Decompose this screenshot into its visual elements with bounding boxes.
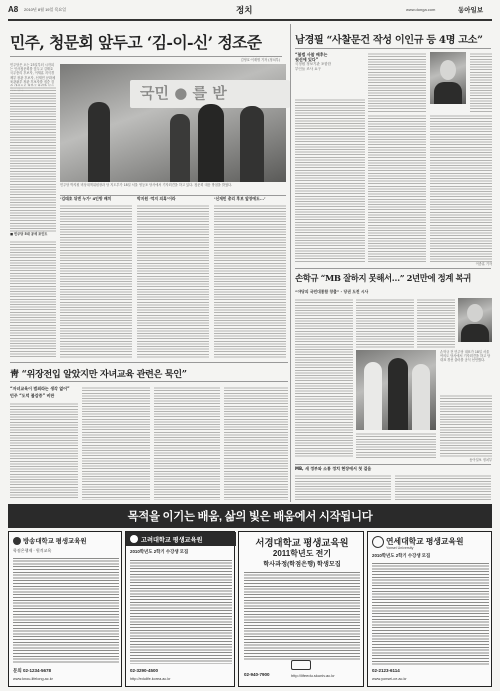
side-top-column	[368, 52, 426, 112]
ad-subtitle: 2010학년도 2학기 수강생 모집	[130, 549, 189, 554]
person-silhouette	[388, 358, 408, 430]
side-mid-subhead: “야당의 국민대통합 창출” - 당권 도전 시사	[295, 289, 369, 294]
ad-subtitle: 학점은행제 · 원격교육	[13, 548, 52, 553]
side-mid-column	[356, 298, 414, 348]
side-mid-headline: 손학규 “MB 잘하지 못해서…” 2년만에 정계 복귀	[295, 273, 471, 283]
ad-title: 방송대학교 평생교육원	[23, 538, 87, 545]
ad-logo-icon	[130, 535, 138, 543]
lead-headline: 민주, 청문회 앞두고 ‘김-이-신’ 정조준	[10, 33, 262, 52]
ad-body-text	[13, 556, 119, 664]
ad-phone: 문의 02-1234-5678	[13, 668, 51, 673]
portrait-body	[461, 324, 489, 342]
ad-body-text	[130, 558, 232, 664]
ad-body-text	[372, 561, 489, 665]
side-top-portrait	[430, 52, 466, 104]
person-silhouette	[170, 114, 190, 182]
quote-line: 윗선에 있다”	[295, 57, 319, 62]
lower-headline-rule	[10, 381, 288, 382]
website-link[interactable]: www.donga.com	[406, 7, 436, 12]
lower-headline: 靑 “위장전입 알았지만 자녀교육 관련은 묵인”	[10, 369, 187, 380]
lead-subhead: ‘김태호 뒤엔 누가’ 4인방 배치	[60, 196, 112, 201]
side-mid-column	[356, 432, 436, 458]
header-rule	[8, 19, 492, 21]
portrait-body	[434, 82, 462, 104]
ad-phone: 02-940-7900	[244, 672, 270, 677]
portrait-head	[467, 304, 483, 322]
ad-seal-icon	[291, 660, 311, 670]
lead-body-column	[60, 204, 132, 358]
ad-title: 연세대학교 평생교육원	[386, 537, 464, 546]
ad-url[interactable]: www.yonsei-ce.ac.kr	[372, 677, 407, 681]
side-mid-column	[417, 298, 455, 348]
side-mid-photo	[356, 350, 436, 430]
lead-body-column	[137, 204, 209, 358]
ad-knou[interactable]	[8, 531, 122, 687]
ad-logo-icon	[372, 536, 384, 548]
portrait-head	[440, 60, 456, 80]
page-header	[8, 3, 492, 19]
side-top-column	[295, 98, 365, 262]
page-number: A8	[8, 5, 19, 14]
lead-body-column	[10, 240, 56, 358]
ad-title: 서경대학교 평생교육원	[255, 537, 349, 548]
ad-subtitle: Yonsei University	[386, 546, 414, 550]
side-top-column	[430, 114, 492, 262]
lower-body-column	[82, 386, 150, 500]
person-silhouette	[240, 106, 264, 182]
person-silhouette	[412, 364, 430, 430]
lower-body-column	[224, 386, 288, 500]
lower-rule	[10, 362, 288, 363]
ad-logo-icon	[13, 537, 21, 545]
ad-title: 고려대학교 평생교육원	[141, 537, 203, 544]
section-title: 정치	[236, 5, 253, 15]
ad-seokyeong[interactable]	[238, 531, 364, 687]
lower-quote-secondary: 민주 “도덕 불감증” 비판	[10, 393, 55, 398]
ad-url[interactable]: http://edulife.korea.ac.kr	[130, 677, 171, 681]
side-bottom-rule	[295, 464, 491, 465]
ad-yonsei[interactable]	[367, 531, 492, 687]
ad-banner[interactable]	[8, 504, 492, 528]
ad-subtitle-secondary: 2010학년도 2학기 수강생 모집	[372, 553, 431, 558]
photo-banner-text: 국민 ● 를 받	[140, 84, 227, 102]
lead-headline-rule	[10, 56, 282, 57]
ad-url[interactable]: www.knou-lifelong.ac.kr	[13, 677, 53, 681]
column-divider	[290, 24, 291, 502]
side-bottom-column	[395, 474, 491, 500]
side-top-headline: 남경필 “사찰문건 작성 이인규 등 4명 고소”	[295, 34, 483, 46]
side-mid-portrait	[458, 298, 492, 342]
side-mid-byline: 동아일보 정치부	[469, 458, 492, 462]
lower-quote: “자녀교육이 범죄라는 생각 없어”	[10, 386, 70, 391]
ad-banner-text: 목적을 이기는 배움, 삶의 빛은 배움에서 시작됩니다	[127, 511, 373, 523]
lead-body-text: 민주당은 오는 23일부터 시작되는 인사청문회를 앞두고 김태호 국무총리 후보자, 이재훈 지식경제부 장관 후보자, 신재민 문화체육관광부 장관 후보자를 집중 검	[10, 63, 56, 84]
lead-byline: 김영호·이재명 기자 (정치부)	[240, 58, 280, 62]
quote-line: 국정원 정보기관 포함한	[295, 62, 332, 66]
side-mid-rule	[295, 268, 491, 269]
side-top-rule	[295, 48, 491, 49]
lead-body-column	[214, 204, 286, 358]
side-top-column	[470, 52, 492, 112]
lower-body-column	[154, 386, 220, 500]
lead-subhead: 박지원 ‘억지 의혹’이라	[137, 196, 176, 201]
lead-subhead: ‘신재민 총리 후보 앞장에도...’	[214, 196, 266, 201]
quote-line: “불법 사찰 배후는	[295, 52, 328, 57]
lead-body-column	[10, 86, 56, 233]
ad-body-text	[244, 570, 360, 660]
ad-subtitle: 2011학년도 전기	[272, 549, 332, 558]
ad-phone: 02-3290-4500	[130, 668, 159, 673]
side-top-byline: 이종훈 기자	[475, 262, 492, 266]
person-silhouette	[88, 102, 110, 182]
side-bottom-column	[295, 474, 391, 500]
ad-subtitle-secondary: 학사과정(학점은행) 학생모집	[263, 561, 341, 568]
person-silhouette	[364, 362, 382, 430]
ad-url[interactable]: http://lifeedu.skuniv.ac.kr	[291, 673, 335, 678]
quote-line: 부인들 조사 요구	[295, 67, 321, 71]
person-silhouette	[198, 104, 224, 182]
side-bottom-headline: MB, 새 정부와 소통 정치 현장에서 첫 걸음	[295, 466, 372, 471]
lead-photo	[60, 64, 286, 182]
issue-date: 2010년 8월 19일 목요일	[24, 7, 67, 12]
ad-phone: 02-2123-6114	[372, 668, 400, 673]
side-mid-column	[295, 298, 353, 458]
brand-logo: 동아일보	[458, 6, 484, 14]
lead-photo-caption: 민주당 박지원 비상대책위원장과 당 지도부가 18일 서울 영등포 당사에서 기자회견을 하고 있다. 청문회 대응 방침을 밝혔다.	[60, 183, 233, 187]
side-mid-column	[440, 394, 492, 458]
side-top-quote	[295, 52, 365, 96]
ad-korea-univ[interactable]	[125, 531, 235, 687]
side-top-column	[368, 114, 426, 262]
side-mid-photo-caption: 손학규 전 민주당 대표가 18일 서울 여의도 당사에서 기자회견을 하고 당 대표 경선 출마를 공식 선언했다.	[440, 350, 491, 363]
lead-list-title: ■ 민주당 5대 공세 포인트	[10, 232, 48, 236]
lower-body-column	[10, 402, 78, 500]
